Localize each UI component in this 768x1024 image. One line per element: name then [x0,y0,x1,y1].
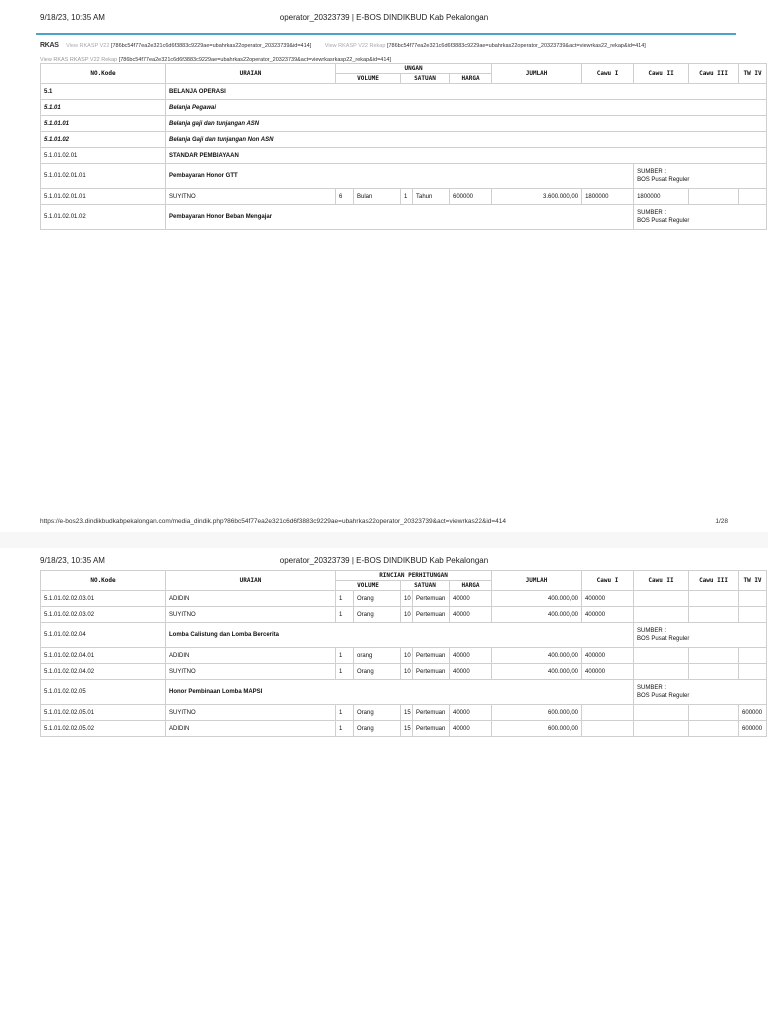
cell-kode: 5.1.01.02.01.01 [41,189,166,205]
cell-kode: 5.1.01.02.01.02 [41,205,166,230]
sumber-value: BOS Pusat Reguler [637,636,690,642]
cell-cawu1: 400000 [582,648,634,664]
cell-cawu1: 400000 [582,664,634,680]
col-header-tw4: TW IV [739,64,767,84]
cell-harga: 40000 [450,705,492,721]
cell-kode: 5.1.01.02.02.05 [41,680,166,705]
cell-satuan: 15 [401,705,413,721]
cell-jumlah: 400.000,00 [492,664,582,680]
cell-cawu3 [689,189,739,205]
cell-cawu1 [582,705,634,721]
cell-jumlah: 400.000,00 [492,607,582,623]
col-header-cawu1: Cawu I [582,64,634,84]
cell-cawu3 [689,721,739,737]
table-row-detail [41,591,767,607]
col-header-uraian: URAIAN [166,571,336,591]
cell-satuan-unit: Pertemuan [413,607,450,623]
col-header-cawu2: Cawu II [634,64,689,84]
table-row-item [41,680,767,705]
cell-uraian: Pembayaran Honor GTT [166,164,634,189]
col-header-harga: HARGA [450,74,492,84]
cell-volume: 1 [336,721,354,737]
cell-uraian: ADIDIN [166,591,336,607]
col-header-jumlah: JUMLAH [492,571,582,591]
cell-volume: 6 [336,189,354,205]
cell-satuan: 10 [401,591,413,607]
table-row-detail [41,189,767,205]
cell-cawu2 [634,607,689,623]
rkas-table-page-2 [40,570,767,737]
cell-volume: 1 [336,664,354,680]
cell-kode: 5.1.01.02.02.05.02 [41,721,166,737]
cell-satuan-unit: Pertemuan [413,591,450,607]
cell-kode: 5.1.01.02.02.04 [41,623,166,648]
sumber-label: SUMBER : [637,685,667,691]
sumber-label: SUMBER : [637,210,667,216]
cell-cawu2 [634,648,689,664]
cell-jumlah: 3.600.000,00 [492,189,582,205]
cell-uraian: Belanja Pegawai [166,100,767,116]
cell-cawu3 [689,664,739,680]
table-row-item [41,205,767,230]
cell-volume-unit: Bulan [354,189,401,205]
table-row-group [41,116,767,132]
cell-cawu2 [634,705,689,721]
cell-uraian: Pembayaran Honor Beban Mengajar [166,205,634,230]
view-rkasp-rekap-link[interactable]: View RKASP V22 Rekap [324,43,386,49]
cell-tw4 [739,189,767,205]
page-separator [0,532,768,548]
cell-cawu2 [634,664,689,680]
cell-tw4: 600000 [739,721,767,737]
view-rkasp-link[interactable]: View RKASP V22 [66,43,110,49]
cell-kode: 5.1.01.02.01 [41,148,166,164]
sumber-label: SUMBER : [637,169,667,175]
cell-tw4 [739,664,767,680]
cell-volume-unit: Orang [354,664,401,680]
view-rkasp-rekap-link-target: [786bc54f77ea2e321c6d6f3883c9229ae=ubahrkas22operator_20323739&act=viewrkas22_rekap&id=414] [386,43,646,49]
cell-kode: 5.1.01.02.01.01 [41,164,166,189]
cell-uraian: SUYITNO [166,705,336,721]
col-header-satuan: SATUAN [401,74,450,84]
table-row-group [41,148,767,164]
navbar [40,42,736,54]
cell-volume: 1 [336,607,354,623]
table-row-item [41,623,767,648]
table-row-detail [41,607,767,623]
cell-harga: 40000 [450,721,492,737]
cell-cawu2: 1800000 [634,189,689,205]
cell-satuan-unit: Pertemuan [413,721,450,737]
table-body-page-2 [41,591,767,737]
cell-uraian: Honor Pembinaan Lomba MAPSI [166,680,634,705]
cell-kode: 5.1.01.02.02.03.01 [41,591,166,607]
cell-jumlah: 400.000,00 [492,591,582,607]
cell-satuan-unit: Tahun [413,189,450,205]
col-header-kode: NO.Kode [41,571,166,591]
navbar-top-border [36,33,736,35]
cell-uraian: Lomba Calistung dan Lomba Bercerita [166,623,634,648]
cell-harga: 40000 [450,607,492,623]
cell-harga: 600000 [450,189,492,205]
table-body-page-1 [41,84,767,230]
col-header-volume: VOLUME [336,581,401,591]
cell-cawu2 [634,591,689,607]
col-header-volume: VOLUME [336,74,401,84]
cell-uraian: SUYITNO [166,664,336,680]
cell-volume: 1 [336,591,354,607]
cell-volume-unit: Orang [354,721,401,737]
cell-satuan: 10 [401,648,413,664]
cell-harga: 40000 [450,591,492,607]
col-header-cawu3: Cawu III [689,64,739,84]
print-datetime: 9/18/23, 10:35 AM [40,556,105,565]
cell-sumber [634,680,767,705]
col-header-satuan: SATUAN [401,581,450,591]
cell-kode: 5.1.01.02.02.04.02 [41,664,166,680]
table-row-group [41,84,767,100]
rkas-logo[interactable]: RKAS [40,42,59,49]
rkas-table-page-1 [40,63,767,230]
cell-kode: 5.1.01.02.02.03.02 [41,607,166,623]
cell-satuan: 15 [401,721,413,737]
cell-kode: 5.1.01.01 [41,116,166,132]
cell-satuan-unit: Pertemuan [413,648,450,664]
cell-kode: 5.1.01.02.02.04.01 [41,648,166,664]
cell-sumber [634,164,767,189]
print-footer-url: https://e-bos23.dindikbudkabpekalongan.com/media_dindik.php?86bc54f77ea2e321c6d6f3883c9229ae=ubahrkas22operator_20323739&act=viewrkas22&id=414 [40,518,507,525]
print-page-2 [0,548,768,1024]
cell-volume: 1 [336,705,354,721]
cell-sumber [634,205,767,230]
view-rkasp-link-target: [786bc54f77ea2e321c6d6f3883c9229ae=ubahrkas22operator_20323739&id=414] [110,43,312,49]
cell-cawu2 [634,721,689,737]
col-header-cawu3: Cawu III [689,571,739,591]
cell-sumber [634,623,767,648]
cell-satuan: 10 [401,664,413,680]
cell-tw4: 600000 [739,705,767,721]
print-title: operator_20323739 | E-BOS DINDIKBUD Kab Pekalongan [279,556,489,565]
table-row-detail [41,648,767,664]
col-header-tw4: TW IV [739,571,767,591]
print-title: operator_20323739 | E-BOS DINDIKBUD Kab Pekalongan [279,13,489,22]
cell-kode: 5.1.01.02 [41,132,166,148]
table-row-group [41,100,767,116]
cell-volume-unit: Orang [354,705,401,721]
cell-tw4 [739,607,767,623]
cell-cawu1: 400000 [582,607,634,623]
cell-cawu1: 400000 [582,591,634,607]
cell-kode: 5.1 [41,84,166,100]
cell-cawu1: 1800000 [582,189,634,205]
cell-cawu3 [689,705,739,721]
cell-satuan: 1 [401,189,413,205]
view-rkas-rkasp-rekap-link[interactable]: View RKAS RKASP V22 Rekap [40,57,118,63]
cell-volume-unit: Orang [354,607,401,623]
table-row-detail [41,664,767,680]
table-row-detail [41,721,767,737]
col-header-rincian: RINCIAN PERHITUNGAN [336,571,492,581]
col-header-rincian: UNGAN [336,64,492,74]
col-header-cawu2: Cawu II [634,571,689,591]
cell-uraian: BELANJA OPERASI [166,84,767,100]
sumber-value: BOS Pusat Reguler [637,177,690,183]
col-header-uraian: URAIAN [166,64,336,84]
col-header-cawu1: Cawu I [582,571,634,591]
sumber-label: SUMBER : [637,628,667,634]
table-header-row [41,571,767,581]
cell-uraian: Belanja Gaji dan tunjangan Non ASN [166,132,767,148]
cell-jumlah: 400.000,00 [492,648,582,664]
cell-tw4 [739,591,767,607]
print-footer-page: 1/28 [715,518,728,525]
cell-volume-unit: Orang [354,591,401,607]
cell-satuan-unit: Pertemuan [413,664,450,680]
cell-kode: 5.1.01 [41,100,166,116]
cell-satuan: 10 [401,607,413,623]
cell-volume-unit: orang [354,648,401,664]
cell-jumlah: 600.000,00 [492,705,582,721]
cell-harga: 40000 [450,664,492,680]
cell-cawu1 [582,721,634,737]
table-row-item [41,164,767,189]
cell-cawu3 [689,591,739,607]
sumber-value: BOS Pusat Reguler [637,693,690,699]
cell-uraian: Belanja gaji dan tunjangan ASN [166,116,767,132]
cell-uraian: STANDAR PEMBIAYAAN [166,148,767,164]
col-header-harga: HARGA [450,581,492,591]
cell-tw4 [739,648,767,664]
cell-uraian: ADIDIN [166,648,336,664]
table-header-row [41,64,767,74]
print-datetime: 9/18/23, 10:35 AM [40,13,105,22]
cell-jumlah: 600.000,00 [492,721,582,737]
cell-kode: 5.1.01.02.02.05.01 [41,705,166,721]
cell-harga: 40000 [450,648,492,664]
sumber-value: BOS Pusat Reguler [637,218,690,224]
cell-uraian: SUYITNO [166,189,336,205]
cell-volume: 1 [336,648,354,664]
cell-satuan-unit: Pertemuan [413,705,450,721]
cell-cawu3 [689,648,739,664]
table-row-group [41,132,767,148]
col-header-kode: NO.Kode [41,64,166,84]
cell-cawu3 [689,607,739,623]
view-rkas-rkasp-rekap-link-target: [786bc54f77ea2e321c6d6f3883c9229ae=ubahrkas22operator_20323739&act=viewrkasrkasp22_rekap&id=414] [118,57,391,63]
col-header-jumlah: JUMLAH [492,64,582,84]
cell-uraian: SUYITNO [166,607,336,623]
cell-uraian: ADIDIN [166,721,336,737]
table-row-detail [41,705,767,721]
